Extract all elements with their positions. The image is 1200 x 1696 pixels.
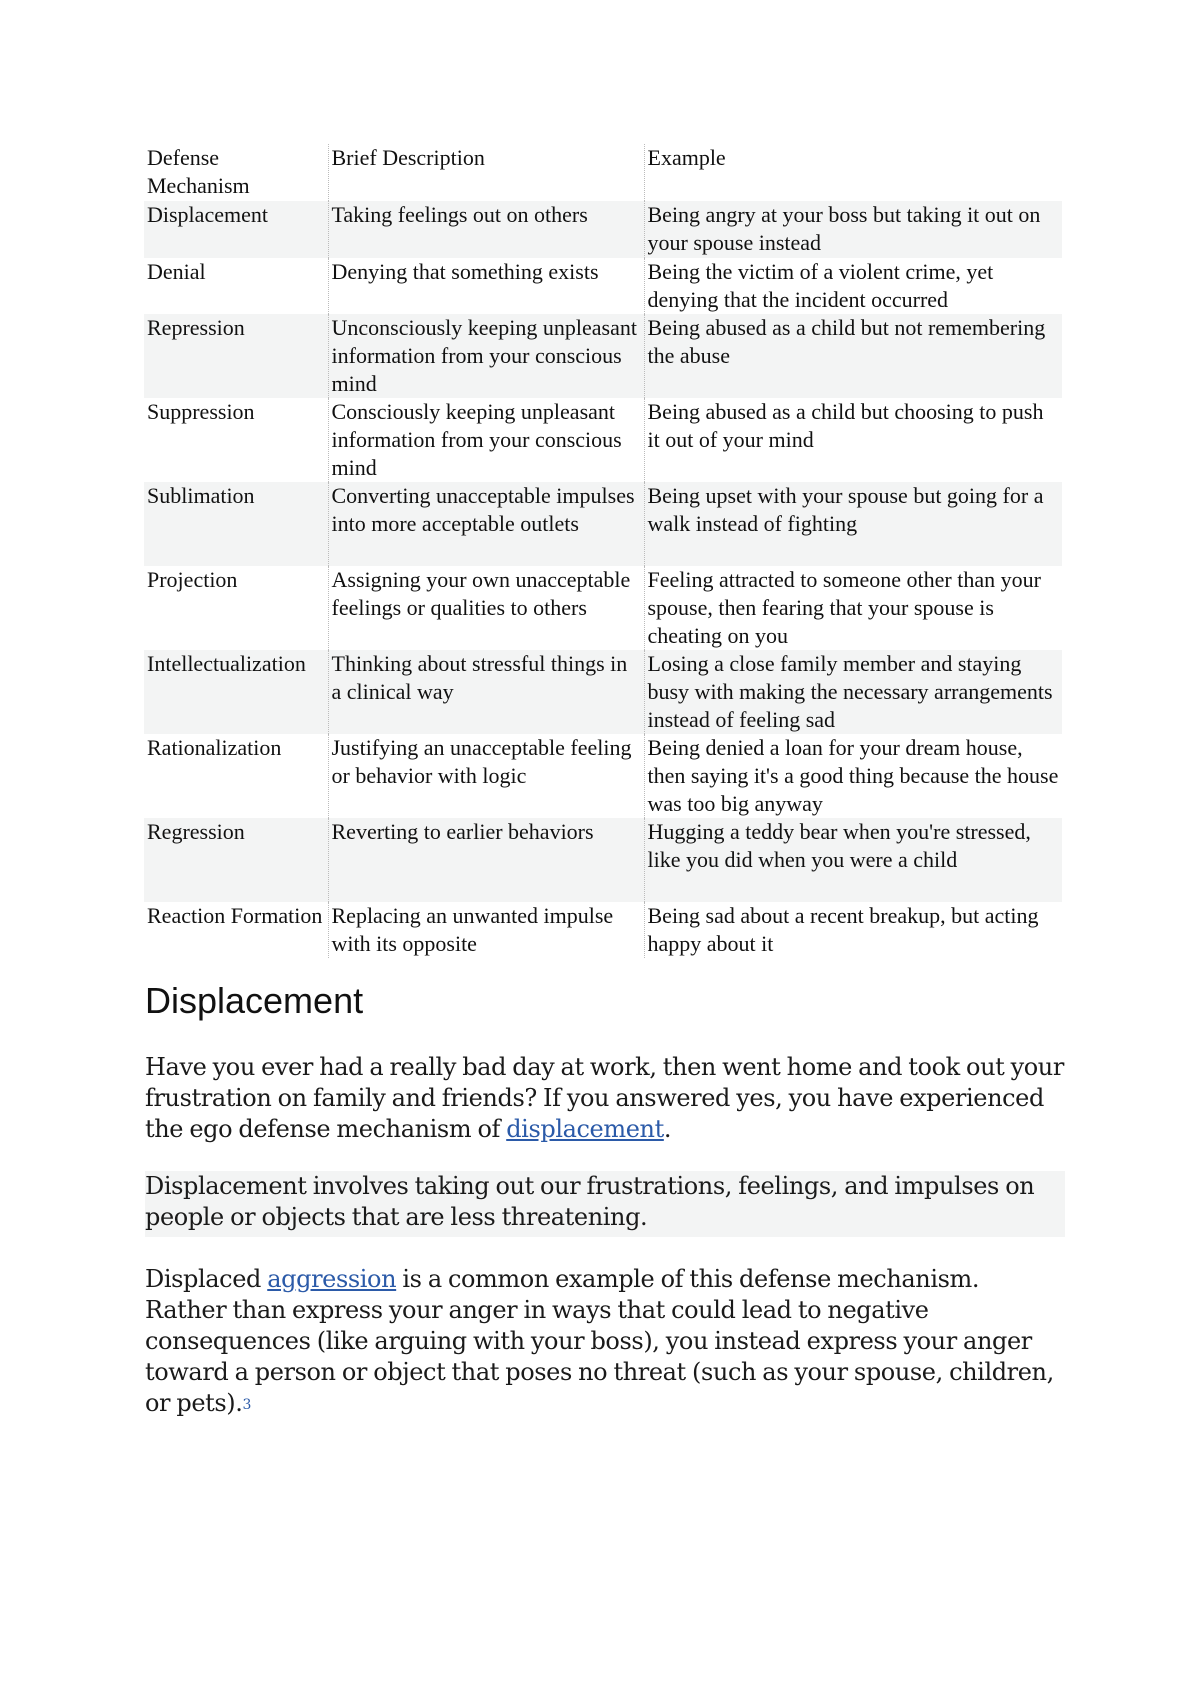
- cell-description: Replacing an unwanted impulse with its opposite: [328, 902, 644, 958]
- aggression-start: Displaced: [145, 1265, 268, 1293]
- table-row: [144, 734, 1062, 818]
- section-heading: Displacement: [145, 980, 364, 1021]
- cell-description: Justifying an unacceptable feeling or behavior with logic: [328, 734, 644, 818]
- cell-example: Being abused as a child but choosing to push it out of your mind: [647, 399, 1044, 452]
- table-row: [144, 818, 1062, 902]
- cell-mechanism: Repression: [144, 314, 328, 398]
- cell-mechanism: Regression: [144, 818, 328, 902]
- cell-description: Thinking about stressful things in a clinical way: [328, 650, 644, 734]
- cell-description: Converting unacceptable impulses into more acceptable outlets: [328, 482, 644, 566]
- table-row: [144, 650, 1062, 734]
- cell-description: Reverting to earlier behaviors: [328, 818, 644, 902]
- table-row: [144, 201, 1062, 258]
- table-row: [144, 902, 1062, 958]
- displacement-link[interactable]: displacement: [506, 1115, 664, 1143]
- cell-example: Being abused as a child but not remembering the abuse: [644, 314, 1062, 398]
- cell-example: Being the victim of a violent crime, yet denying that the incident occurred: [647, 259, 994, 312]
- table-row: [144, 258, 1062, 314]
- cell-description: Assigning your own unacceptable feelings or qualities to others: [328, 566, 644, 650]
- table-header-row: [144, 144, 1062, 201]
- cell-mechanism: Intellectualization: [144, 650, 328, 734]
- definition-callout: Displacement involves taking out our frustrations, feelings, and impulses on people or objects that are less threatening.: [145, 1171, 1065, 1237]
- cell-description: Consciously keeping unpleasant information from your conscious mind: [328, 398, 644, 482]
- intro-end: .: [663, 1115, 672, 1143]
- header-example: Example: [647, 145, 726, 170]
- cell-example: Being upset with your spouse but going for a walk instead of fighting: [644, 482, 1062, 566]
- table-row: [144, 482, 1062, 566]
- cell-mechanism: Projection: [147, 567, 238, 592]
- aggression-link[interactable]: aggression: [267, 1265, 397, 1293]
- cell-example: Being denied a loan for your dream house, then saying it's a good thing because the house was too big anyway: [647, 735, 1059, 816]
- cell-mechanism: Reaction Formation: [147, 903, 323, 928]
- table-row: [144, 314, 1062, 398]
- citation-reference[interactable]: 3: [242, 1397, 251, 1413]
- aggression-text: is a common example of this defense mechanism. Rather than express your anger in ways that could lead to negative consequences (like arguing with your boss), you instead express your anger toward a person or object that poses no threat (such as your spouse, children, or pets).: [145, 1265, 1054, 1417]
- cell-description: Unconsciously keeping unpleasant information from your conscious mind: [328, 314, 644, 398]
- header-defense-mechanism: Defense Mechanism: [147, 145, 250, 198]
- aggression-paragraph: [145, 1264, 1065, 1423]
- cell-mechanism: Sublimation: [144, 482, 328, 566]
- cell-mechanism: Denial: [147, 259, 206, 284]
- intro-text: Have you ever had a really bad day at work, then went home and took out your frustration on family and friends? If you answered yes, you have experienced the ego defense mechanism of: [145, 1053, 1064, 1143]
- cell-mechanism: Rationalization: [147, 735, 282, 760]
- cell-mechanism: Suppression: [147, 399, 255, 424]
- cell-example: Feeling attracted to someone other than your spouse, then fearing that your spouse is cheating on you: [647, 567, 1041, 648]
- cell-description: Taking feelings out on others: [328, 201, 644, 258]
- cell-example: Being angry at your boss but taking it out on your spouse instead: [644, 201, 1062, 258]
- header-brief-description: Brief Description: [328, 144, 644, 201]
- table-row: [144, 398, 1062, 482]
- cell-example: Hugging a teddy bear when you're stressed, like you did when you were a child: [644, 818, 1062, 902]
- cell-mechanism: Displacement: [144, 201, 328, 258]
- defense-mechanisms-table: [144, 144, 1062, 958]
- table-row: [144, 566, 1062, 650]
- cell-description: Denying that something exists: [328, 258, 644, 314]
- cell-example: Being sad about a recent breakup, but acting happy about it: [647, 903, 1039, 956]
- intro-paragraph: [145, 1052, 1065, 1145]
- cell-example: Losing a close family member and staying busy with making the necessary arrangements instead of feeling sad: [644, 650, 1062, 734]
